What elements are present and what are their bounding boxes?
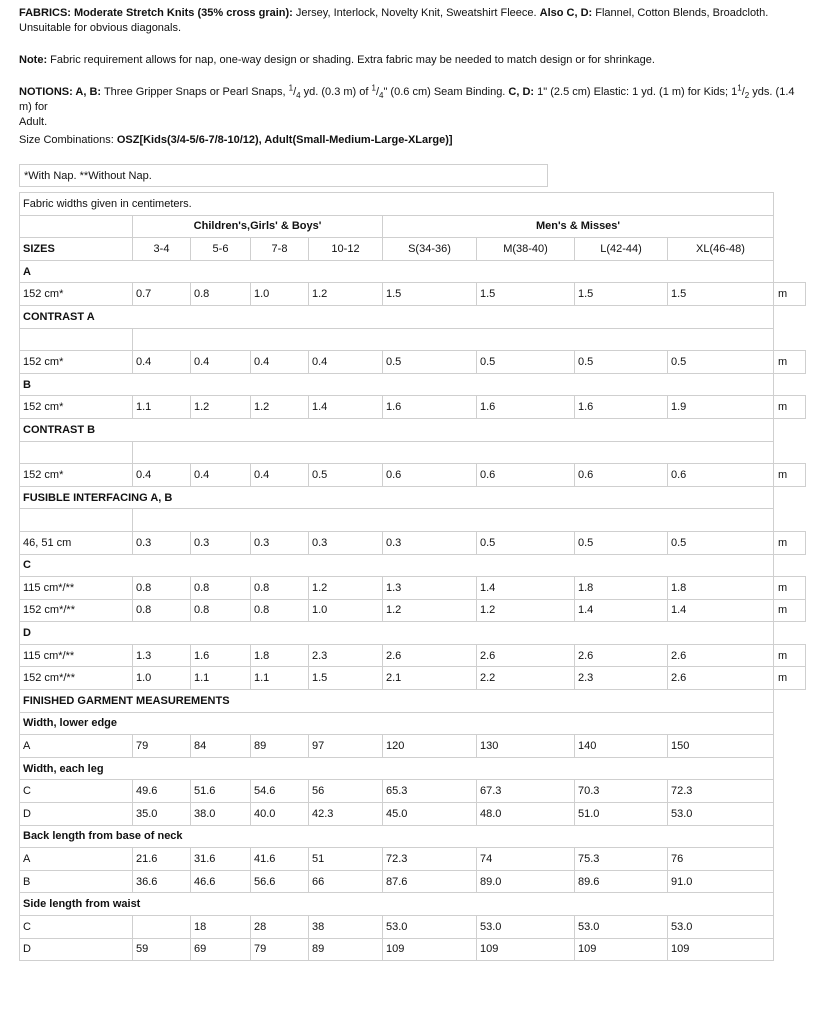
value-cell: 1.9 — [668, 396, 774, 419]
value-cell: 2.1 — [383, 667, 477, 690]
value-cell: 87.6 — [383, 870, 477, 893]
value-cell: 1.5 — [575, 283, 668, 306]
row-label: 152 cm* — [20, 464, 133, 487]
row-label: 152 cm* — [20, 396, 133, 419]
value-cell: 1.5 — [668, 283, 774, 306]
table-row — [20, 464, 806, 487]
row-label: D — [20, 803, 133, 826]
value-cell: 1.1 — [251, 667, 309, 690]
value-cell: 0.8 — [133, 599, 191, 622]
value-cell: 38 — [309, 916, 383, 939]
table-row — [20, 667, 806, 690]
fabrics-line2: Unsuitable for obvious diagonals. — [19, 22, 182, 34]
blank-row — [20, 509, 806, 532]
section-label: Side length from waist — [20, 893, 774, 916]
section-label: CONTRAST B — [20, 418, 774, 441]
value-cell: 0.8 — [251, 577, 309, 600]
value-cell: 0.8 — [191, 283, 251, 306]
section-label: FUSIBLE INTERFACING A, B — [20, 486, 774, 509]
value-cell: 0.3 — [309, 531, 383, 554]
value-cell: 65.3 — [383, 780, 477, 803]
row-label: 115 cm*/** — [20, 644, 133, 667]
value-cell: 31.6 — [191, 848, 251, 871]
note-text: Fabric requirement allows for nap, one-way design or shading. Extra fabric may be needed to match design or for shrinkage. — [47, 54, 655, 66]
notions-paragraph: NOTIONS: A, B: Three Gripper Snaps or Pearl Snaps, $^1/_4$ yd. (0.3 m) of $^1/_4$" (0.6 cm) Seam Binding. C, D: 1" (2.5 cm) Elastic: 1 yd. (1 m) for Kids; $1^1/_2$ yds. (1.4 m) for Adult. — [19, 83, 795, 128]
value-cell: 76 — [668, 848, 774, 871]
value-cell: 1.8 — [575, 577, 668, 600]
fabrics-also-text: Flannel, Cotton Blends, Broadcloth. — [592, 7, 769, 19]
value-cell: 89.6 — [575, 870, 668, 893]
value-cell: 0.4 — [191, 351, 251, 374]
value-cell: 2.6 — [383, 644, 477, 667]
size-header: M(38-40) — [477, 238, 575, 261]
section-label: Width, each leg — [20, 757, 774, 780]
section-label: A — [20, 260, 774, 283]
section-row — [20, 373, 806, 396]
value-cell: 53.0 — [575, 916, 668, 939]
value-cell: 21.6 — [133, 848, 191, 871]
fraction-2-den: 4 — [379, 91, 384, 101]
value-cell: 1.5 — [309, 667, 383, 690]
value-cell: 1.5 — [383, 283, 477, 306]
value-cell: 1.6 — [191, 644, 251, 667]
value-cell: 140 — [575, 735, 668, 758]
value-cell: 0.8 — [251, 599, 309, 622]
section-row — [20, 486, 806, 509]
notions-text-3: " (0.6 cm) Seam Binding. — [383, 86, 509, 98]
value-cell: 0.8 — [191, 599, 251, 622]
blank-row — [20, 441, 806, 464]
value-cell: 49.6 — [133, 780, 191, 803]
row-label: C — [20, 916, 133, 939]
value-cell: 2.6 — [477, 644, 575, 667]
value-cell: 1.4 — [477, 577, 575, 600]
value-cell: 48.0 — [477, 803, 575, 826]
value-cell: 0.5 — [383, 351, 477, 374]
size-combinations-value: OSZ[Kids(3/4-5/6-7/8-10/12), Adult(Small-Medium-Large-XLarge)] — [116, 134, 453, 146]
group-children-header: Children's,Girls' & Boys' — [133, 215, 383, 238]
nap-note: *With Nap. **Without Nap. — [24, 170, 152, 182]
row-label: A — [20, 848, 133, 871]
value-cell: 70.3 — [575, 780, 668, 803]
value-cell: 0.5 — [309, 464, 383, 487]
value-cell: 42.3 — [309, 803, 383, 826]
value-cell: 0.8 — [133, 577, 191, 600]
value-cell: 0.5 — [477, 351, 575, 374]
value-cell: 1.0 — [251, 283, 309, 306]
section-label: D — [20, 622, 774, 645]
notions-text-1: Three Gripper Snaps or Pearl Snaps, — [101, 86, 289, 98]
section-label: Back length from base of neck — [20, 825, 774, 848]
value-cell: 51 — [309, 848, 383, 871]
value-cell: 109 — [383, 938, 477, 961]
table-row — [20, 780, 806, 803]
unit-cell: m — [774, 351, 806, 374]
value-cell: 1.6 — [575, 396, 668, 419]
value-cell: 1.2 — [309, 283, 383, 306]
notions-label: NOTIONS: A, B: — [19, 86, 102, 98]
table-row — [20, 848, 806, 871]
section-row — [20, 893, 806, 916]
unit-cell: m — [774, 599, 806, 622]
size-combinations — [19, 133, 809, 148]
value-cell: 0.4 — [251, 351, 309, 374]
value-cell: 0.3 — [251, 531, 309, 554]
value-cell: 0.5 — [477, 531, 575, 554]
widths-note: Fabric widths given in centimeters. — [20, 193, 774, 216]
value-cell: 1.8 — [251, 644, 309, 667]
unit-cell: m — [774, 396, 806, 419]
value-cell: 0.5 — [668, 351, 774, 374]
value-cell: 1.4 — [309, 396, 383, 419]
size-header: 5-6 — [191, 238, 251, 261]
value-cell: 0.3 — [383, 531, 477, 554]
value-cell: 0.5 — [668, 531, 774, 554]
unit-cell: m — [774, 667, 806, 690]
fabrics-paragraph — [19, 6, 809, 36]
blank-row — [20, 328, 806, 351]
value-cell: 0.7 — [133, 283, 191, 306]
fraction-1-num: 1 — [288, 83, 294, 93]
value-cell: 53.0 — [668, 916, 774, 939]
row-label: 152 cm*/** — [20, 667, 133, 690]
fraction-3-den: 2 — [744, 91, 750, 101]
fraction-3-num: 1 — [737, 83, 742, 93]
row-label: 152 cm* — [20, 351, 133, 374]
note-paragraph — [19, 53, 809, 68]
row-label: C — [20, 780, 133, 803]
row-label: 152 cm*/** — [20, 599, 133, 622]
value-cell: 1.3 — [383, 577, 477, 600]
notions-text-5: yds. (1.4 m) for — [19, 86, 795, 113]
section-row — [20, 622, 806, 645]
value-cell: 97 — [309, 735, 383, 758]
value-cell: 1.6 — [383, 396, 477, 419]
value-cell: 0.4 — [133, 351, 191, 374]
value-cell — [133, 916, 191, 939]
row-label: D — [20, 938, 133, 961]
table-row — [20, 531, 806, 554]
group-header-blank — [20, 215, 133, 238]
value-cell: 1.2 — [477, 599, 575, 622]
value-cell: 28 — [251, 916, 309, 939]
value-cell: 1.4 — [668, 599, 774, 622]
value-cell: 18 — [191, 916, 251, 939]
value-cell: 53.0 — [383, 916, 477, 939]
value-cell: 46.6 — [191, 870, 251, 893]
value-cell: 0.5 — [575, 351, 668, 374]
value-cell: 1.1 — [133, 396, 191, 419]
value-cell: 0.4 — [191, 464, 251, 487]
value-cell: 72.3 — [383, 848, 477, 871]
value-cell: 2.3 — [309, 644, 383, 667]
value-cell: 0.6 — [383, 464, 477, 487]
section-label: C — [20, 554, 774, 577]
value-cell: 1.0 — [133, 667, 191, 690]
fraction-2-num: 1 — [371, 83, 376, 93]
value-cell: 2.6 — [668, 644, 774, 667]
value-cell: 79 — [133, 735, 191, 758]
table-row — [20, 735, 806, 758]
row-label: B — [20, 870, 133, 893]
value-cell: 109 — [668, 938, 774, 961]
value-cell: 2.3 — [575, 667, 668, 690]
section-row — [20, 712, 806, 735]
value-cell: 1.2 — [191, 396, 251, 419]
section-row — [20, 554, 806, 577]
value-cell: 75.3 — [575, 848, 668, 871]
fabrics-also-label: Also C, D: — [539, 7, 593, 19]
table-row — [20, 938, 806, 961]
widths-note-row — [20, 193, 806, 216]
table-row — [20, 599, 806, 622]
value-cell: 1.3 — [133, 644, 191, 667]
value-cell: 36.6 — [133, 870, 191, 893]
section-label: Width, lower edge — [20, 712, 774, 735]
fabrics-label: FABRICS: Moderate Stretch Knits (35% cross grain): — [19, 7, 293, 19]
value-cell: 1.2 — [383, 599, 477, 622]
blank-cell — [20, 509, 133, 532]
value-cell: 1.0 — [309, 599, 383, 622]
notions-text-2: yd. (0.3 m) of — [300, 86, 372, 98]
value-cell: 120 — [383, 735, 477, 758]
value-cell: 35.0 — [133, 803, 191, 826]
notions-cd-label: C, D: — [508, 86, 535, 98]
blank-cell — [133, 509, 774, 532]
value-cell: 41.6 — [251, 848, 309, 871]
value-cell: 59 — [133, 938, 191, 961]
unit-cell: m — [774, 464, 806, 487]
blank-cell — [133, 441, 774, 464]
row-label: 115 cm*/** — [20, 577, 133, 600]
sizes-header-row — [20, 238, 806, 261]
section-label: CONTRAST A — [20, 305, 774, 328]
value-cell: 0.4 — [251, 464, 309, 487]
note-label: Note: — [19, 54, 48, 66]
value-cell: 1.2 — [251, 396, 309, 419]
value-cell: 67.3 — [477, 780, 575, 803]
value-cell: 79 — [251, 938, 309, 961]
value-cell: 130 — [477, 735, 575, 758]
value-cell: 109 — [477, 938, 575, 961]
size-header: 7-8 — [251, 238, 309, 261]
fabrics-text: Jersey, Interlock, Novelty Knit, Sweatshirt Fleece. — [292, 7, 540, 19]
table-row — [20, 283, 806, 306]
value-cell: 0.6 — [477, 464, 575, 487]
table-row — [20, 396, 806, 419]
group-adults-header: Men's & Misses' — [383, 215, 774, 238]
value-cell: 0.4 — [133, 464, 191, 487]
section-row — [20, 305, 806, 328]
value-cell: 89 — [309, 938, 383, 961]
section-row — [20, 825, 806, 848]
table-row — [20, 803, 806, 826]
value-cell: 2.6 — [575, 644, 668, 667]
value-cell: 38.0 — [191, 803, 251, 826]
value-cell: 51.0 — [575, 803, 668, 826]
unit-cell: m — [774, 531, 806, 554]
size-header: 3-4 — [133, 238, 191, 261]
table-row — [20, 870, 806, 893]
value-cell: 2.2 — [477, 667, 575, 690]
value-cell: 1.4 — [575, 599, 668, 622]
value-cell: 0.5 — [575, 531, 668, 554]
notions-line2: Adult. — [19, 116, 48, 128]
value-cell: 40.0 — [251, 803, 309, 826]
unit-cell: m — [774, 644, 806, 667]
yardage-table — [19, 192, 806, 961]
value-cell: 56 — [309, 780, 383, 803]
value-cell: 0.6 — [668, 464, 774, 487]
value-cell: 53.0 — [477, 916, 575, 939]
row-label: A — [20, 735, 133, 758]
value-cell: 0.3 — [191, 531, 251, 554]
value-cell: 109 — [575, 938, 668, 961]
value-cell: 74 — [477, 848, 575, 871]
value-cell: 1.1 — [191, 667, 251, 690]
section-row — [20, 260, 806, 283]
section-row — [20, 418, 806, 441]
size-header: L(42-44) — [575, 238, 668, 261]
notions-text-4: 1" (2.5 cm) Elastic: 1 yd. (1 m) for Kids; 1 — [534, 86, 738, 98]
unit-cell: m — [774, 283, 806, 306]
value-cell: 45.0 — [383, 803, 477, 826]
unit-cell: m — [774, 577, 806, 600]
value-cell: 72.3 — [668, 780, 774, 803]
value-cell: 54.6 — [251, 780, 309, 803]
size-header: XL(46-48) — [668, 238, 774, 261]
size-combinations-label: Size Combinations: — [19, 134, 117, 146]
value-cell: 89.0 — [477, 870, 575, 893]
group-header-row — [20, 215, 806, 238]
fraction-1-den: 4 — [296, 91, 301, 101]
section-row — [20, 757, 806, 780]
value-cell: 2.6 — [668, 667, 774, 690]
table-row — [20, 577, 806, 600]
blank-cell — [133, 328, 774, 351]
value-cell: 51.6 — [191, 780, 251, 803]
nap-note-box — [19, 164, 548, 187]
value-cell: 1.6 — [477, 396, 575, 419]
section-label: FINISHED GARMENT MEASUREMENTS — [20, 690, 774, 713]
value-cell: 1.8 — [668, 577, 774, 600]
table-row — [20, 644, 806, 667]
value-cell: 56.6 — [251, 870, 309, 893]
row-label: 46, 51 cm — [20, 531, 133, 554]
value-cell: 1.5 — [477, 283, 575, 306]
value-cell: 0.4 — [309, 351, 383, 374]
value-cell: 0.3 — [133, 531, 191, 554]
size-header: S(34-36) — [383, 238, 477, 261]
value-cell: 150 — [668, 735, 774, 758]
value-cell: 66 — [309, 870, 383, 893]
value-cell: 69 — [191, 938, 251, 961]
table-row — [20, 351, 806, 374]
table-row — [20, 916, 806, 939]
blank-cell — [20, 441, 133, 464]
section-label: B — [20, 373, 774, 396]
value-cell: 1.2 — [309, 577, 383, 600]
value-cell: 91.0 — [668, 870, 774, 893]
value-cell: 89 — [251, 735, 309, 758]
section-row — [20, 690, 806, 713]
value-cell: 0.8 — [191, 577, 251, 600]
row-label: 152 cm* — [20, 283, 133, 306]
blank-cell — [20, 328, 133, 351]
value-cell: 84 — [191, 735, 251, 758]
size-header: 10-12 — [309, 238, 383, 261]
value-cell: 53.0 — [668, 803, 774, 826]
value-cell: 0.6 — [575, 464, 668, 487]
sizes-label: SIZES — [20, 238, 133, 261]
